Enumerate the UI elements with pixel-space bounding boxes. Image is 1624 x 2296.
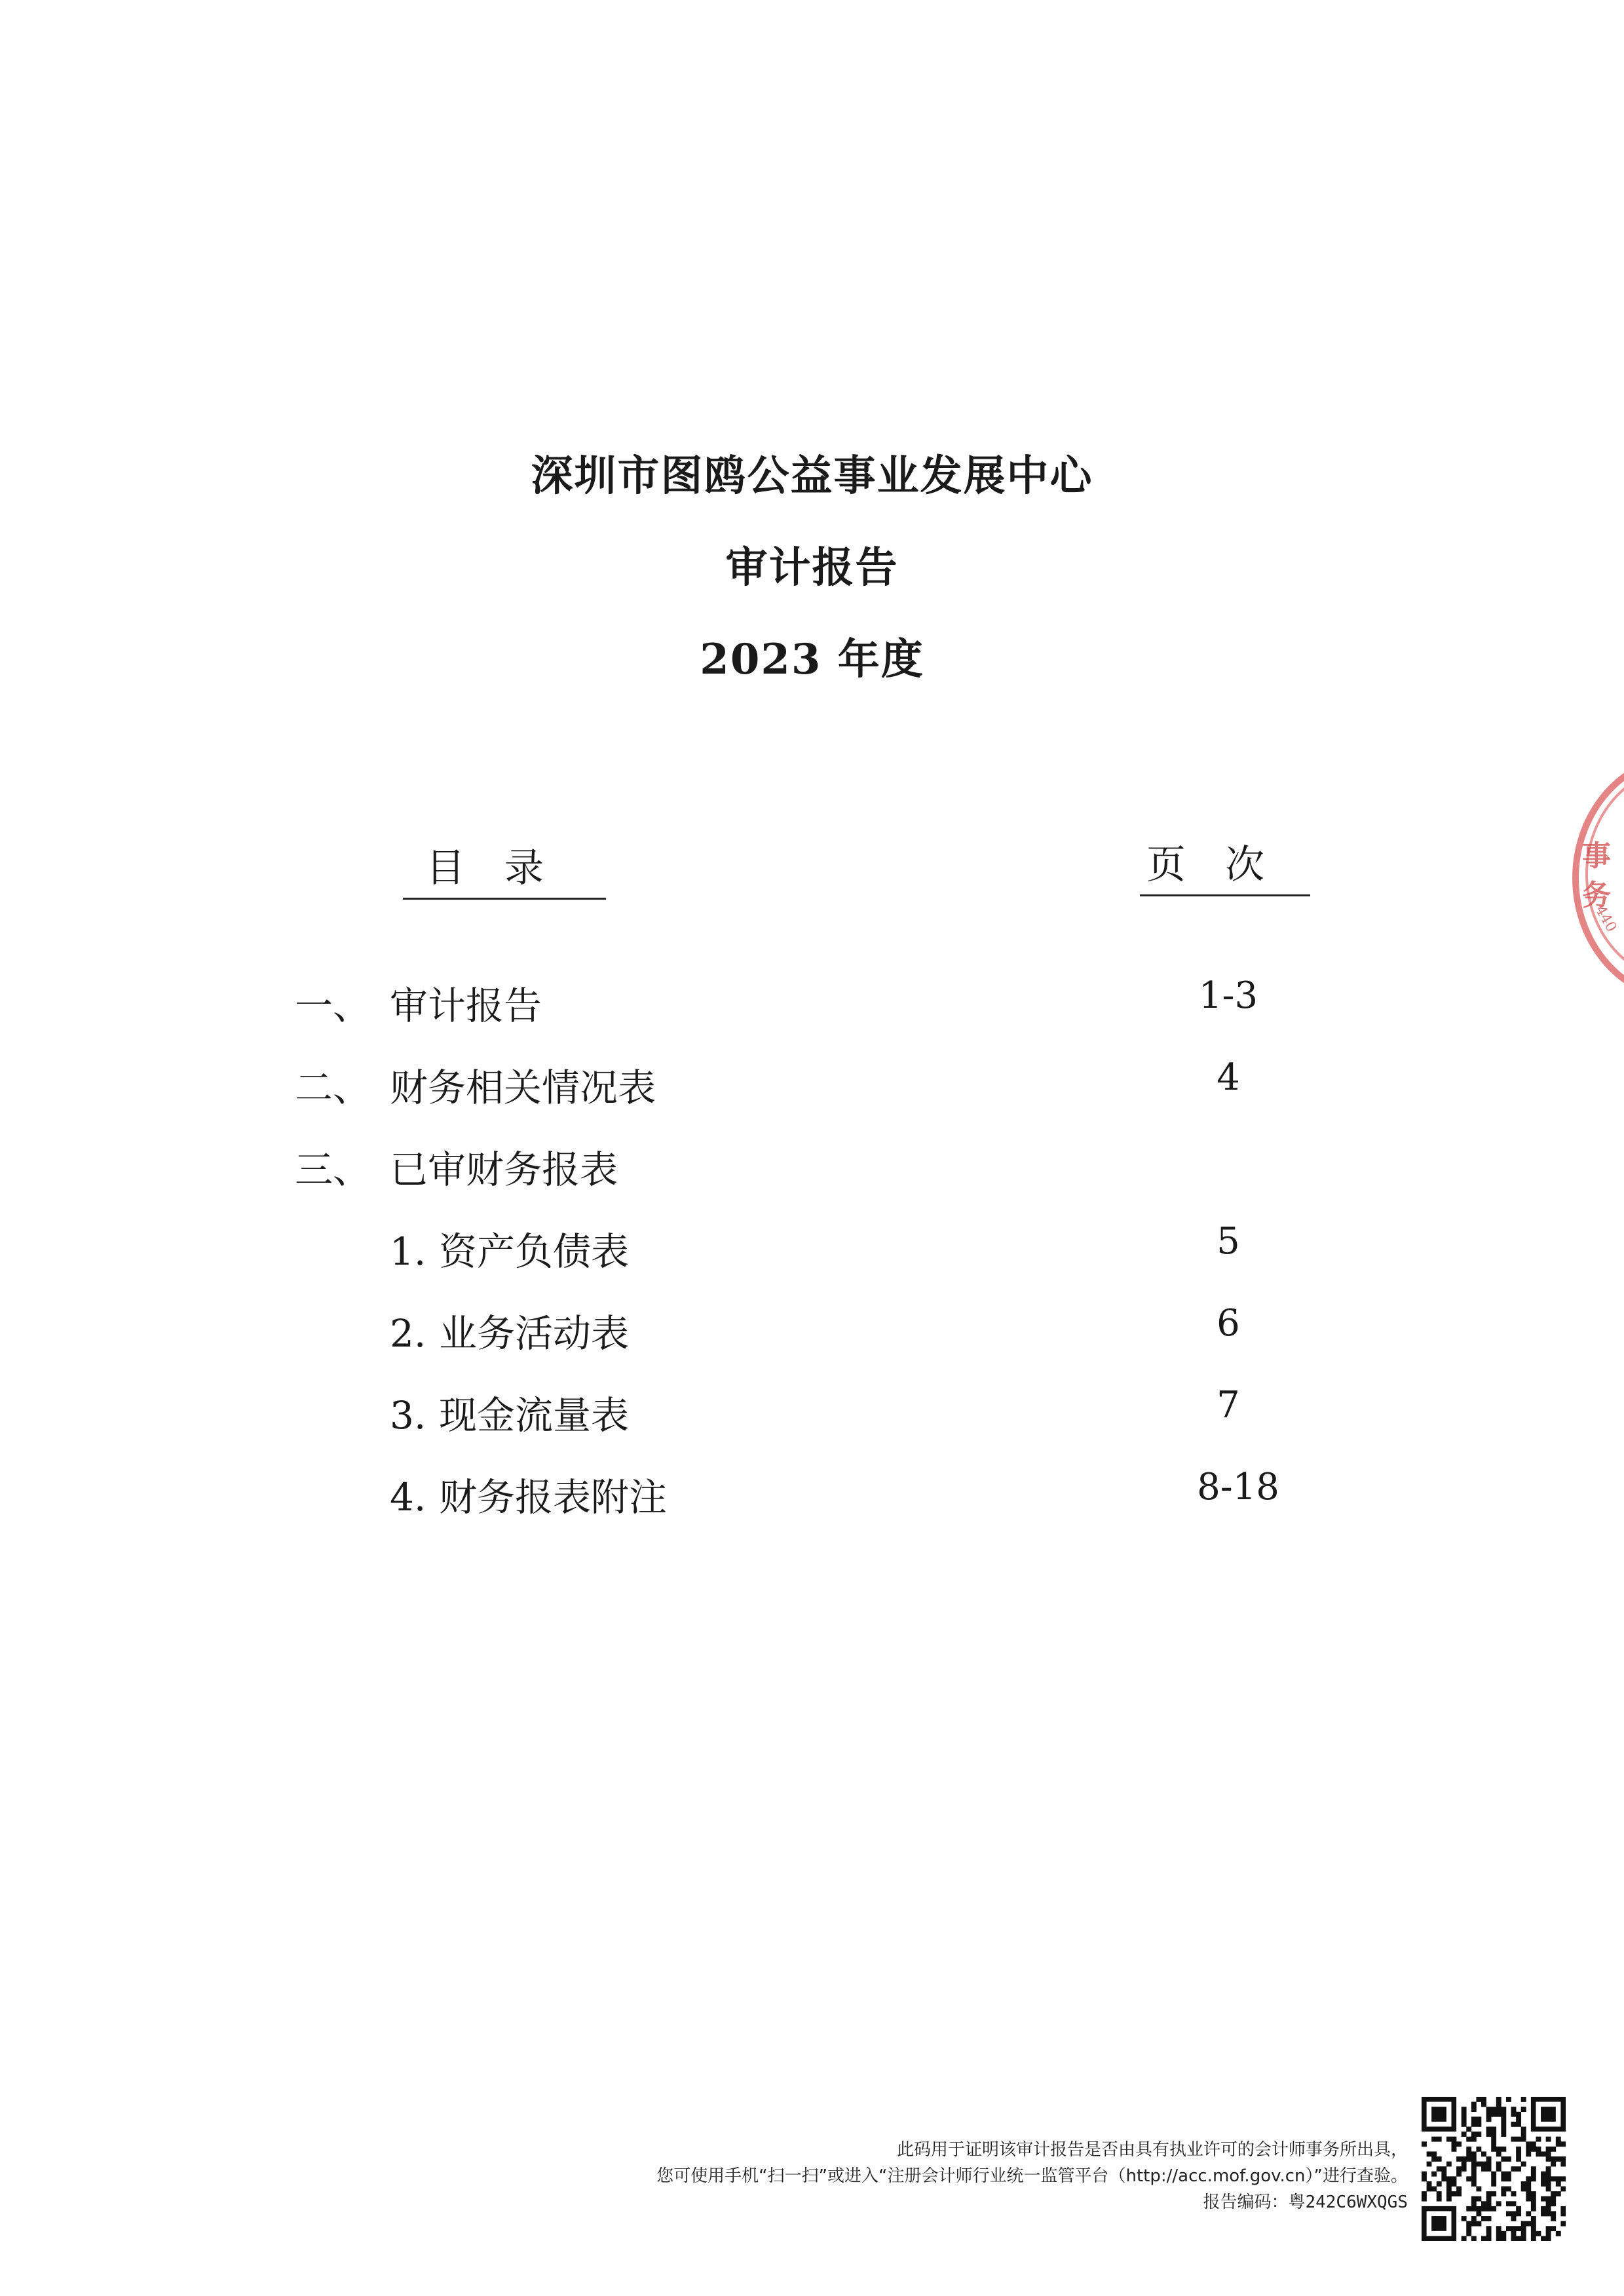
toc-item-page: 7 — [1217, 1384, 1240, 1426]
footer-note-line2: 您可使用手机“扫一扫”或进入“注册会计师行业统一监管平台（http://acc.mof.gov.cn）”进行查验。 — [656, 2166, 1408, 2186]
toc-item-number: 3. — [390, 1393, 426, 1438]
toc-item-page: 1-3 — [1198, 974, 1258, 1017]
toc-item-label: 业务活动表 — [439, 1311, 630, 1356]
toc-heading-contents: 目录 — [403, 839, 606, 900]
toc-heading-page: 页次 — [1140, 835, 1310, 896]
toc-item-2[interactable] — [295, 1062, 656, 1114]
seal-char: 事 — [1582, 839, 1611, 873]
qr-code-graphic — [1422, 2097, 1566, 2241]
footer-note-line1: 此码用于证明该审计报告是否由具有执业许可的会计师事务所出具， — [896, 2140, 1408, 2160]
report-year: 2023 年度 — [700, 635, 924, 684]
toc-item-3-4[interactable] — [390, 1471, 667, 1523]
toc-item-label: 财务报表附注 — [439, 1475, 668, 1520]
toc-item-page: 5 — [1217, 1220, 1240, 1263]
report-code-value: 粤242C6WXQGS — [1288, 2192, 1408, 2212]
qr-code-icon[interactable] — [1422, 2097, 1566, 2241]
toc-item-page: 8-18 — [1197, 1466, 1279, 1508]
toc-item-1[interactable] — [295, 980, 542, 1032]
seal-char: 务 — [1582, 879, 1611, 912]
toc-item-label: 资产负债表 — [439, 1229, 630, 1274]
report-title: 审计报告 — [725, 543, 899, 592]
toc-item-page: 6 — [1217, 1302, 1240, 1345]
toc-item-number: 1. — [390, 1229, 426, 1274]
toc-item-label: 审计报告 — [390, 984, 542, 1028]
footer-report-code — [1203, 2189, 1408, 2213]
toc-item-3[interactable] — [295, 1143, 618, 1196]
toc-item-number: 一、 — [295, 984, 371, 1028]
toc-item-number: 三、 — [295, 1147, 371, 1192]
toc-item-label: 已审财务报表 — [390, 1147, 618, 1192]
toc-item-page: 4 — [1217, 1056, 1240, 1099]
toc-item-3-1[interactable] — [390, 1225, 629, 1278]
report-code-label: 报告编码： — [1203, 2192, 1289, 2212]
seal-digits: 440 — [1591, 903, 1620, 935]
toc-item-label: 财务相关情况表 — [390, 1065, 656, 1110]
toc-item-3-2[interactable] — [390, 1307, 629, 1360]
toc-item-number: 二、 — [295, 1065, 371, 1110]
org-name: 深圳市图鸥公益事业发展中心 — [531, 451, 1093, 501]
toc-item-3-3[interactable] — [390, 1389, 629, 1442]
toc-item-number: 2. — [390, 1311, 426, 1356]
toc-item-label: 现金流量表 — [439, 1393, 630, 1438]
toc-item-number: 4. — [390, 1475, 426, 1520]
